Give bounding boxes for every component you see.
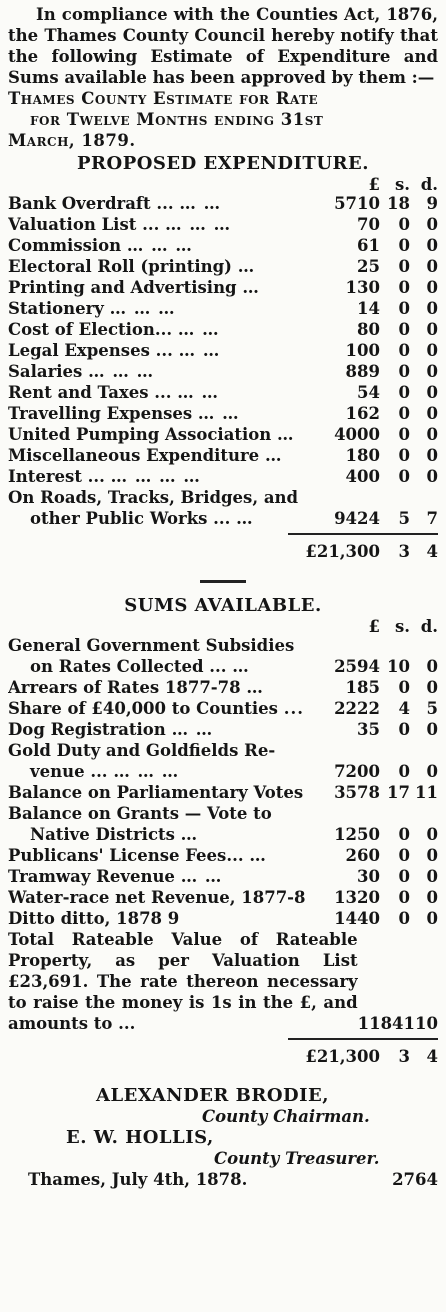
available-item-pence: 0: [426, 720, 438, 739]
expenditure-item-shillings: 0: [398, 278, 410, 297]
available-item-label: Publicans' License Fees...: [8, 846, 244, 865]
signature-block: [8, 1085, 438, 1190]
title-line-2: for Twelve Months ending 31st: [30, 110, 324, 129]
expenditure-item-pence: 0: [426, 236, 438, 255]
available-total-row: [8, 1046, 438, 1067]
expenditure-item-row: [8, 235, 438, 256]
expenditure-item-shillings: 0: [398, 215, 410, 234]
expenditure-item-pence: 9: [426, 194, 438, 213]
expenditure-item-pence: 0: [426, 446, 438, 465]
expenditure-item-row: [8, 445, 438, 466]
expenditure-item-row: [8, 256, 438, 277]
expenditure-item-shillings: 0: [398, 446, 410, 465]
available-item-row: [8, 698, 438, 719]
available-row-parliamentary: [8, 782, 438, 803]
roads-pence: 7: [426, 509, 438, 528]
available-item-leader: … …: [171, 720, 214, 739]
available-total-rule: [288, 1038, 438, 1040]
expenditure-item-leader: … … …: [88, 362, 155, 381]
expenditure-heading: PROPOSED EXPENDITURE.: [77, 153, 369, 174]
available-item-pounds: 30: [357, 867, 380, 886]
available-row-rate: [8, 929, 438, 1034]
expenditure-item-pounds: 4000: [334, 425, 380, 444]
expenditure-item-shillings: 0: [398, 383, 410, 402]
available-total-shillings: 3: [398, 1047, 410, 1066]
expenditure-item-row: [8, 424, 438, 445]
expenditure-item-shillings: 0: [398, 341, 410, 360]
expenditure-total-shillings: 3: [398, 542, 410, 561]
expenditure-item-label: Travelling Expenses: [8, 404, 193, 423]
expenditure-item-label: Salaries: [8, 362, 83, 381]
available-item-pence: 0: [426, 867, 438, 886]
expenditure-row-roads: [8, 487, 438, 508]
native-label-line-2: Native Districts: [30, 825, 175, 844]
available-item-pounds: 1440: [334, 909, 380, 928]
gold-pounds: 7200: [334, 762, 380, 781]
expenditure-item-label: Printing and Advertising: [8, 278, 237, 297]
signature-footer: [8, 1169, 438, 1190]
available-item-row: [8, 908, 438, 929]
expenditure-item-pence: 0: [426, 257, 438, 276]
expenditure-item-pence: 0: [426, 404, 438, 423]
title-line-1: Thames County Estimate for Rate: [8, 89, 319, 108]
parliamentary-pounds: 3578: [334, 783, 380, 802]
available-item-shillings: 0: [398, 888, 410, 907]
available-item-pounds: 2222: [334, 699, 380, 718]
expenditure-item-pounds: 5710: [334, 194, 380, 213]
expenditure-item-leader: … … …: [165, 215, 232, 234]
expenditure-list: [8, 193, 438, 487]
available-item-pence: 0: [426, 888, 438, 907]
available-item-shillings: 0: [398, 720, 410, 739]
expenditure-item-pounds: 889: [345, 362, 380, 381]
pounds-header: £: [368, 175, 380, 194]
available-row-subsidies-cont: [8, 656, 438, 677]
available-item-leader: …: [246, 678, 264, 697]
expenditure-item-pence: 0: [426, 215, 438, 234]
shillings-header: s.: [394, 175, 410, 194]
section-divider: [200, 580, 246, 583]
available-item-pounds: 1320: [334, 888, 380, 907]
gold-shillings: 0: [398, 762, 410, 781]
expenditure-item-shillings: 0: [398, 320, 410, 339]
available-total-pounds: £21,300: [305, 1047, 380, 1066]
native-pounds: 1250: [334, 825, 380, 844]
parliamentary-label: Balance on Parliamentary Votes: [8, 783, 304, 802]
expenditure-item-shillings: 0: [398, 404, 410, 423]
available-currency-header: [8, 616, 438, 635]
expenditure-item-row: [8, 340, 438, 361]
available-item-label: Arrears of Rates 1877-78: [8, 678, 241, 697]
expenditure-row-roads-cont: [8, 508, 438, 529]
available-item-shillings: 4: [398, 699, 410, 718]
expenditure-item-label: Valuation List ...: [8, 215, 160, 234]
available-heading: SUMS AVAILABLE.: [124, 595, 322, 616]
expenditure-item-row: [8, 403, 438, 424]
expenditure-item-pence: 0: [426, 467, 438, 486]
roads-label-line-2: other Public Works ...: [30, 509, 231, 528]
available-item-pounds: 185: [345, 678, 380, 697]
expenditure-item-pounds: 14: [357, 299, 380, 318]
available-item-leader: … …: [180, 867, 223, 886]
gold-pence: 0: [426, 762, 438, 781]
expenditure-item-leader: …: [264, 446, 283, 465]
available-item-pence: 0: [426, 678, 438, 697]
expenditure-total-pounds: £21,300: [305, 542, 380, 561]
expenditure-item-row: [8, 361, 438, 382]
roads-leader: …: [236, 509, 254, 528]
expenditure-item-leader: …: [242, 278, 260, 297]
subsidies-leader: …: [232, 657, 250, 676]
native-leader: …: [180, 825, 199, 844]
expenditure-item-pounds: 130: [345, 278, 380, 297]
available-item-label: Water-race net Revenue, 1877-8: [8, 888, 306, 907]
expenditure-item-pounds: 70: [357, 215, 380, 234]
expenditure-item-pence: 0: [426, 320, 438, 339]
expenditure-item-shillings: 0: [398, 362, 410, 381]
expenditure-item-pounds: 25: [357, 257, 380, 276]
expenditure-item-shillings: 0: [398, 236, 410, 255]
native-pence: 0: [426, 825, 438, 844]
expenditure-item-label: Stationery: [8, 299, 104, 318]
expenditure-item-label: Legal Expenses ...: [8, 341, 173, 360]
expenditure-total-pence: 4: [426, 542, 438, 561]
parliamentary-pence: 11: [415, 783, 438, 802]
expenditure-item-row: [8, 319, 438, 340]
available-item-row: [8, 887, 438, 908]
expenditure-item-pounds: 100: [345, 341, 380, 360]
native-shillings: 0: [398, 825, 410, 844]
subsidies-pounds: 2594: [334, 657, 380, 676]
available-item-leader: ...: [283, 699, 304, 718]
treasurer-name: E. W. HOLLIS,: [66, 1127, 214, 1148]
expenditure-item-row: [8, 382, 438, 403]
expenditure-item-shillings: 0: [398, 467, 410, 486]
rate-paragraph: Total Rateable Value of Rateable Property, as per Valuation List £23,691. The rate thereon necessary to raise the money is 1s in the £, and amounts to ...: [8, 930, 358, 1033]
expenditure-item-leader: … …: [179, 194, 222, 213]
expenditure-item-shillings: 18: [387, 194, 410, 213]
available-item-row: [8, 719, 438, 740]
expenditure-item-leader: … … …: [126, 236, 193, 255]
place-date: Thames, July 4th, 1878.: [28, 1170, 248, 1189]
available-item-pounds: 260: [345, 846, 380, 865]
expenditure-item-label: Commission: [8, 236, 122, 255]
expenditure-item-leader: … … … …: [110, 467, 201, 486]
expenditure-item-label: Rent and Taxes ...: [8, 383, 172, 402]
expenditure-item-shillings: 0: [398, 299, 410, 318]
expenditure-item-pounds: 80: [357, 320, 380, 339]
expenditure-item-leader: … … …: [109, 299, 176, 318]
expenditure-item-label: Miscellaneous Expenditure: [8, 446, 260, 465]
available-row-gold-cont: [8, 761, 438, 782]
available-item-label: Tramway Revenue: [8, 867, 175, 886]
expenditure-item-row: [8, 466, 438, 487]
available-item-leader: …: [249, 846, 267, 865]
pounds-header: £: [368, 617, 380, 636]
expenditure-item-label: Electoral Roll (printing): [8, 257, 232, 276]
expenditure-item-leader: …: [237, 257, 256, 276]
available-list-a: [8, 677, 438, 740]
expenditure-total-rule: [288, 533, 438, 535]
available-item-row: [8, 845, 438, 866]
title-line-3: March, 1879.: [8, 131, 136, 150]
expenditure-item-row: [8, 193, 438, 214]
available-item-shillings: 0: [398, 867, 410, 886]
available-row-gold: [8, 740, 438, 761]
expenditure-item-leader: … …: [178, 341, 221, 360]
available-item-shillings: 0: [398, 846, 410, 865]
expenditure-item-pounds: 180: [345, 446, 380, 465]
parliamentary-shillings: 17: [387, 783, 410, 802]
available-item-pounds: 35: [357, 720, 380, 739]
expenditure-item-shillings: 0: [398, 257, 410, 276]
available-total-pence: 4: [426, 1047, 438, 1066]
available-row-native-cont: [8, 824, 438, 845]
expenditure-item-pence: 0: [426, 383, 438, 402]
available-item-row: [8, 677, 438, 698]
expenditure-item-pounds: 400: [345, 467, 380, 486]
available-row-subsidies: [8, 635, 438, 656]
available-item-row: [8, 866, 438, 887]
expenditure-item-pounds: 162: [345, 404, 380, 423]
gold-leader: … … …: [113, 762, 180, 781]
expenditure-item-leader: … …: [177, 383, 220, 402]
expenditure-item-row: [8, 298, 438, 319]
shillings-header: s.: [394, 617, 410, 636]
available-item-pence: 0: [426, 846, 438, 865]
available-item-shillings: 0: [398, 678, 410, 697]
chairman-role: County Chairman.: [202, 1107, 370, 1126]
expenditure-item-pence: 0: [426, 278, 438, 297]
gold-label-line-2: venue ...: [30, 762, 108, 781]
available-item-label: Share of £40,000 to Counties: [8, 699, 278, 718]
rate-pounds: 1184: [357, 1014, 404, 1033]
expenditure-item-row: [8, 277, 438, 298]
pence-header: d.: [420, 175, 438, 194]
intro-paragraph: In compliance with the Counties Act, 1876, the Thames County Council hereby notify that the following Estimate of Expenditure and Sums available has been approved by them :—: [8, 5, 438, 87]
expenditure-item-pence: 0: [426, 341, 438, 360]
expenditure-currency-header: [8, 174, 438, 193]
available-row-native: [8, 803, 438, 824]
available-item-label: Ditto ditto, 1878 9: [8, 909, 180, 928]
expenditure-item-leader: …: [277, 425, 295, 444]
gold-label-line-1: Gold Duty and Goldfields Re-: [8, 741, 276, 760]
subsidies-label-line-2: on Rates Collected ...: [30, 657, 227, 676]
available-item-pence: 5: [426, 699, 438, 718]
available-item-label: Dog Registration: [8, 720, 166, 739]
expenditure-item-pence: 0: [426, 425, 438, 444]
subsidies-shillings: 10: [387, 657, 410, 676]
roads-shillings: 5: [398, 509, 410, 528]
reference-number: 2764: [392, 1170, 438, 1189]
expenditure-item-label: Cost of Election...: [8, 320, 173, 339]
expenditure-item-label: United Pumping Association: [8, 425, 272, 444]
expenditure-item-row: [8, 214, 438, 235]
available-item-shillings: 0: [398, 909, 410, 928]
expenditure-item-leader: … …: [197, 404, 240, 423]
subsidies-pence: 0: [426, 657, 438, 676]
expenditure-item-pounds: 54: [357, 383, 380, 402]
rate-pence: 0: [426, 1014, 438, 1033]
expenditure-item-pence: 0: [426, 362, 438, 381]
expenditure-item-pence: 0: [426, 299, 438, 318]
expenditure-item-label: Bank Overdraft ...: [8, 194, 174, 213]
expenditure-total-row: [8, 541, 438, 562]
rate-shillings: 11: [403, 1014, 427, 1033]
available-list-b: [8, 845, 438, 929]
expenditure-item-pounds: 61: [357, 236, 380, 255]
treasurer-role: County Treasurer.: [214, 1149, 380, 1168]
chairman-name: ALEXANDER BRODIE,: [96, 1085, 330, 1106]
available-item-pence: 0: [426, 909, 438, 928]
native-label-line-1: Balance on Grants — Vote to: [8, 804, 272, 823]
roads-label-line-1: On Roads, Tracks, Bridges, and: [8, 488, 299, 507]
roads-pounds: 9424: [334, 509, 380, 528]
subsidies-label-line-1: General Government Subsidies: [8, 636, 295, 655]
expenditure-item-leader: … …: [177, 320, 220, 339]
expenditure-item-label: Interest ...: [8, 467, 105, 486]
estimate-title: [8, 88, 438, 151]
pence-header: d.: [420, 617, 438, 636]
expenditure-item-shillings: 0: [398, 425, 410, 444]
